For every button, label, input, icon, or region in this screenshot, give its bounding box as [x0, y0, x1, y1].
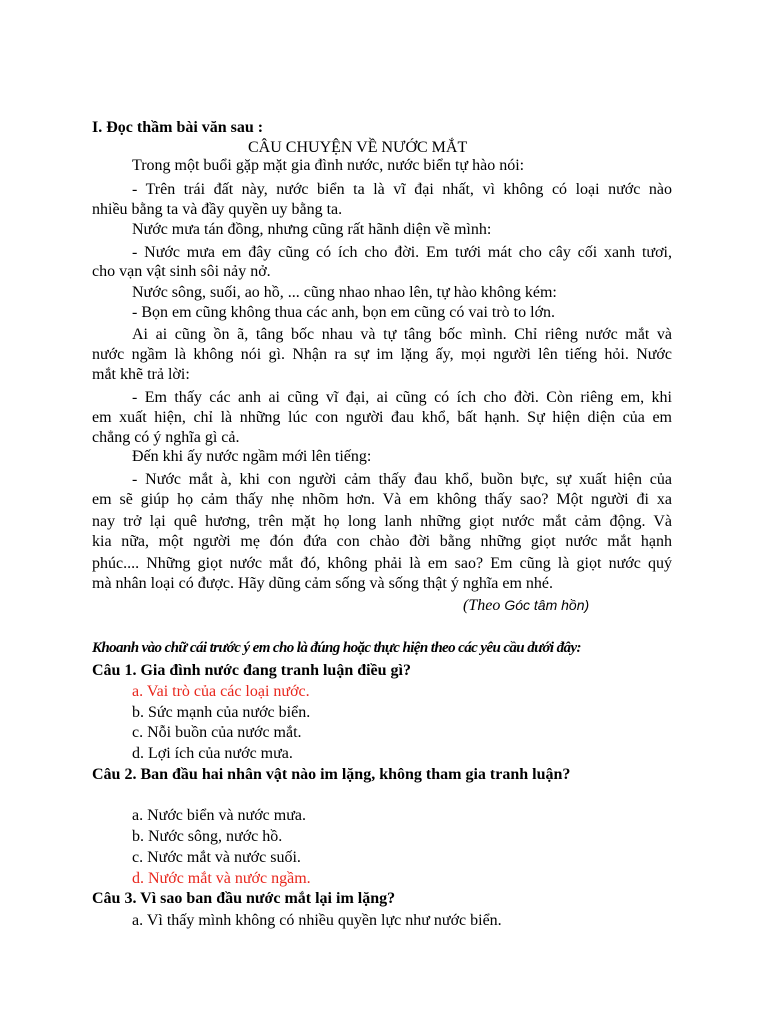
instruction-text: Khoanh vào chữ cái trước ý em cho là đúng hoặc thực hiện theo các yêu cầu dưới đây:: [92, 640, 581, 656]
answer-option-a[interactable]: a. Vì thấy mình không có nhiều quyền lực như nước biển.: [132, 912, 502, 929]
passage-line: mắt khẽ trả lời:: [92, 366, 190, 383]
passage-line: - Bọn em cũng không thua các anh, bọn em cũng có vai trò to lớn.: [132, 304, 556, 321]
passage-line: - Em thấy các anh ai cũng vĩ đại, ai cũng có ích cho đời. Còn riêng em, khi: [132, 389, 672, 406]
passage-line: em sẽ giúp họ cảm thấy nhẹ nhõm hơn. Và em không thấy sao? Một người đi xa: [92, 491, 672, 508]
passage-line: - Nước mưa em đây cũng có ích cho đời. Em tưới mát cho cây cối xanh tươi,: [132, 244, 672, 261]
passage-line: nước ngầm là không nói gì. Nhận ra sự im lặng ấy, mọi người lên tiếng hỏi. Nước: [92, 346, 672, 363]
passage-line: phúc.... Những giọt nước mắt đó, không phải là em sao? Em cũng là giọt nước quý: [92, 555, 672, 572]
source-name: Góc tâm hồn): [504, 597, 590, 613]
source-prefix: (Theo: [463, 597, 505, 614]
passage-line: Nước sông, suối, ao hồ, ... cũng nhao nhao lên, tự hào không kém:: [132, 284, 557, 301]
passage-line: Nước mưa tán đồng, nhưng cũng rất hãnh diện về mình:: [132, 221, 492, 238]
passage-line: cho vạn vật sinh sôi nảy nở.: [92, 263, 271, 280]
answer-option-b[interactable]: b. Sức mạnh của nước biển.: [132, 704, 311, 721]
passage-line: - Nước mắt à, khi con người cảm thấy đau khổ, buồn bực, sự xuất hiện của: [132, 471, 672, 488]
answer-option-d[interactable]: d. Nước mắt và nước ngầm.: [132, 870, 311, 887]
passage-line: chẳng có ý nghĩa gì cả.: [92, 429, 240, 446]
story-title: CÂU CHUYỆN VỀ NƯỚC MẮT: [248, 139, 468, 156]
passage-line: Trong một buổi gặp mặt gia đình nước, nước biển tự hào nói:: [132, 157, 525, 174]
question-text: Câu 1. Gia đình nước đang tranh luận điều gì?: [92, 662, 411, 679]
passage-line: Ai ai cũng ồn ã, tâng bốc nhau và tự tâng bốc mình. Chỉ riêng nước mắt và: [132, 326, 672, 343]
section-heading: I. Đọc thầm bài văn sau :: [92, 119, 264, 136]
passage-line: kia nữa, một người mẹ đón đứa con chào đời bằng những giọt nước mắt hạnh: [92, 533, 672, 550]
answer-option-a[interactable]: a. Nước biển và nước mưa.: [132, 807, 306, 824]
answer-option-c[interactable]: c. Nỗi buồn của nước mắt.: [132, 724, 302, 741]
question-text: Câu 3. Vì sao ban đầu nước mắt lại im lặng?: [92, 890, 396, 907]
passage-line: mà nhân loại có được. Hãy dũng cảm sống và sống thật ý nghĩa em nhé.: [92, 575, 554, 592]
passage-line: Đến khi ấy nước ngầm mới lên tiếng:: [132, 448, 372, 465]
answer-option-a[interactable]: a. Vai trò của các loại nước.: [132, 683, 310, 700]
passage-line: - Trên trái đất này, nước biển ta là vĩ đại nhất, vì không có loại nước nào: [132, 181, 672, 198]
answer-option-c[interactable]: c. Nước mắt và nước suối.: [132, 849, 301, 866]
source-citation: [463, 595, 589, 616]
passage-line: nay trở lại quê hương, trên mặt họ long lanh những giọt nước mắt cảm động. Và: [92, 513, 672, 530]
passage-line: nhiều bằng ta và đầy quyền uy bằng ta.: [92, 201, 343, 218]
answer-option-b[interactable]: b. Nước sông, nước hồ.: [132, 828, 283, 845]
question-text: Câu 2. Ban đầu hai nhân vật nào im lặng, không tham gia tranh luận?: [92, 766, 571, 783]
answer-option-d[interactable]: d. Lợi ích của nước mưa.: [132, 745, 293, 762]
passage-line: em xuất hiện, chỉ là những lúc con người đau khổ, bất hạnh. Sự hiện diện của em: [92, 409, 672, 426]
